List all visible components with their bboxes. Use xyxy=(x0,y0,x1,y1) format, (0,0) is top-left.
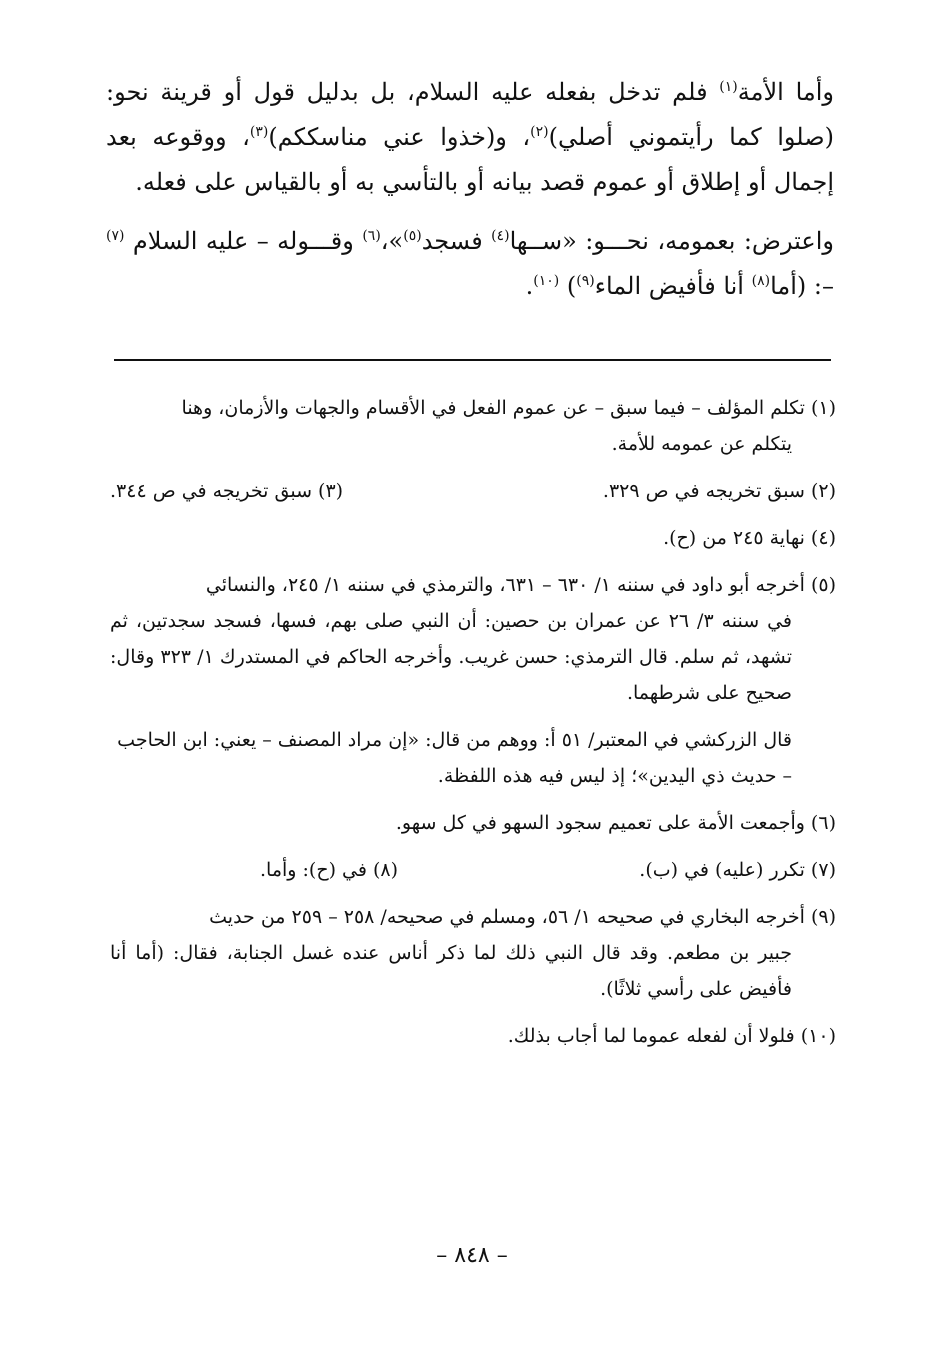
footnote-9-line-1: (٩) أخرجه البخاري في صحيحه ١/ ٥٦، ومسلم في صحيحه/ ٢٥٨ – ٢٥٩ من حديث xyxy=(209,906,836,928)
footnote-5-note xyxy=(110,722,836,794)
footnote-marker: (٥) xyxy=(403,228,422,244)
footnote-marker: (٧) xyxy=(106,228,125,244)
footnote-5-note-line-1: قال الزركشي في المعتبر/ ٥١ أ: ووهم من قال: «إن مراد المصنف – يعني: ابن الحاجب xyxy=(117,729,792,751)
footnote-9-continuation: جبير بن مطعم. وقد قال النبي ذلك لما ذكر أناس عنده غسل الجنابة، فقال: (أما أنا فأفيض على رأسي ثلاثًا). xyxy=(110,942,792,1000)
footnote-5 xyxy=(110,567,836,711)
footnotes xyxy=(110,390,836,1054)
footnote-row-7-8 xyxy=(110,852,836,888)
footnote-5-note-continuation: – حديث ذي اليدين»؛ إذ ليس فيه هذه اللفظة. xyxy=(437,765,792,787)
footnote-1 xyxy=(110,390,836,462)
main-paragraph-2 xyxy=(106,219,834,309)
text-segment: وقـــوله – عليه السلام xyxy=(124,227,363,255)
footnote-marker: (١٠) xyxy=(533,273,560,289)
text-segment: ) xyxy=(559,272,577,300)
text-segment: ، ووقوعه بعد إجمال أو إطلاق أو عموم قصد بيانه أو بالتأسي به أو بالقياس على فعله. xyxy=(106,123,834,196)
footnote-marker: (١) xyxy=(719,79,738,95)
footnote-10: (١٠) فلولا أن لفعله عموما لما أجاب بذلك. xyxy=(507,1025,836,1047)
footnote-5-line-1: (٥) أخرجه أبو داود في سننه ١/ ٦٣٠ – ٦٣١، والترمذي في سننه ١/ ٢٤٥، والنسائي xyxy=(205,574,836,596)
footnote-marker: (٩) xyxy=(576,273,595,289)
footnote-1-continuation: يتكلم عن عمومه للأمة. xyxy=(611,433,792,455)
footnote-2: (٢) سبق تخريجه في ص ٣٢٩. xyxy=(602,480,836,502)
text-segment: »، xyxy=(380,227,404,255)
text-segment: ، و(خذوا عني مناسككم) xyxy=(268,123,531,151)
text-segment: –: (أما xyxy=(770,272,834,300)
text-segment: . xyxy=(525,272,534,300)
main-paragraph-1 xyxy=(106,70,834,205)
text-segment: فلم تدخل بفعله عليه السلام، بل بدليل قول أو قرينة نحو: (صلوا كما رأيتموني أصلي) xyxy=(106,78,834,151)
footnote-7: (٧) تكرر (عليه) في (ب). xyxy=(639,859,836,881)
footnote-marker: (٣) xyxy=(249,124,269,140)
footnote-marker: (٦) xyxy=(362,228,381,244)
footnote-marker: (٨) xyxy=(751,273,771,289)
text-segment: واعترض: بعمومه، نحـــو: «ســها xyxy=(509,227,834,255)
footnote-5-continuation: في سننه ٣/ ٢٦ عن عمران بن حصين: أن النبي صلى بهم، فسها، فسجد سجدتين، ثم تشهد، ثم سلم. قال الترمذي: حسن غريب. وأخرجه الحاكم في المستدرك ١/ ٣٢٣ وقال: صحيح على شرطهما. xyxy=(110,610,792,704)
page-number: – ٨٤٨ – xyxy=(436,1243,508,1268)
text-segment: أنا فأفيض الماء xyxy=(594,272,752,300)
footnote-marker: (٤) xyxy=(491,228,510,244)
footnote-8: (٨) في (ح): وأما. xyxy=(260,859,399,881)
footnote-marker: (٢) xyxy=(530,124,549,140)
footnote-row-2-3 xyxy=(110,473,836,509)
footnote-4: (٤) نهاية ٢٤٥ من (ح). xyxy=(663,527,836,549)
text-segment: وأما الأمة xyxy=(737,78,834,106)
footnote-6: (٦) وأجمعت الأمة على تعميم سجود السهو في كل سهو. xyxy=(395,812,836,834)
text-segment: فسجد xyxy=(421,227,492,255)
main-text xyxy=(106,70,834,309)
footnote-9 xyxy=(110,899,836,1007)
footnote-separator xyxy=(114,359,831,361)
footnote-1-line-1: (١) تكلم المؤلف – فيما سبق – عن عموم الفعل في الأقسام والجهات والأزمان، وهنا xyxy=(181,397,836,419)
footnote-3: (٣) سبق تخريجه في ص ٣٤٤. xyxy=(110,480,344,502)
